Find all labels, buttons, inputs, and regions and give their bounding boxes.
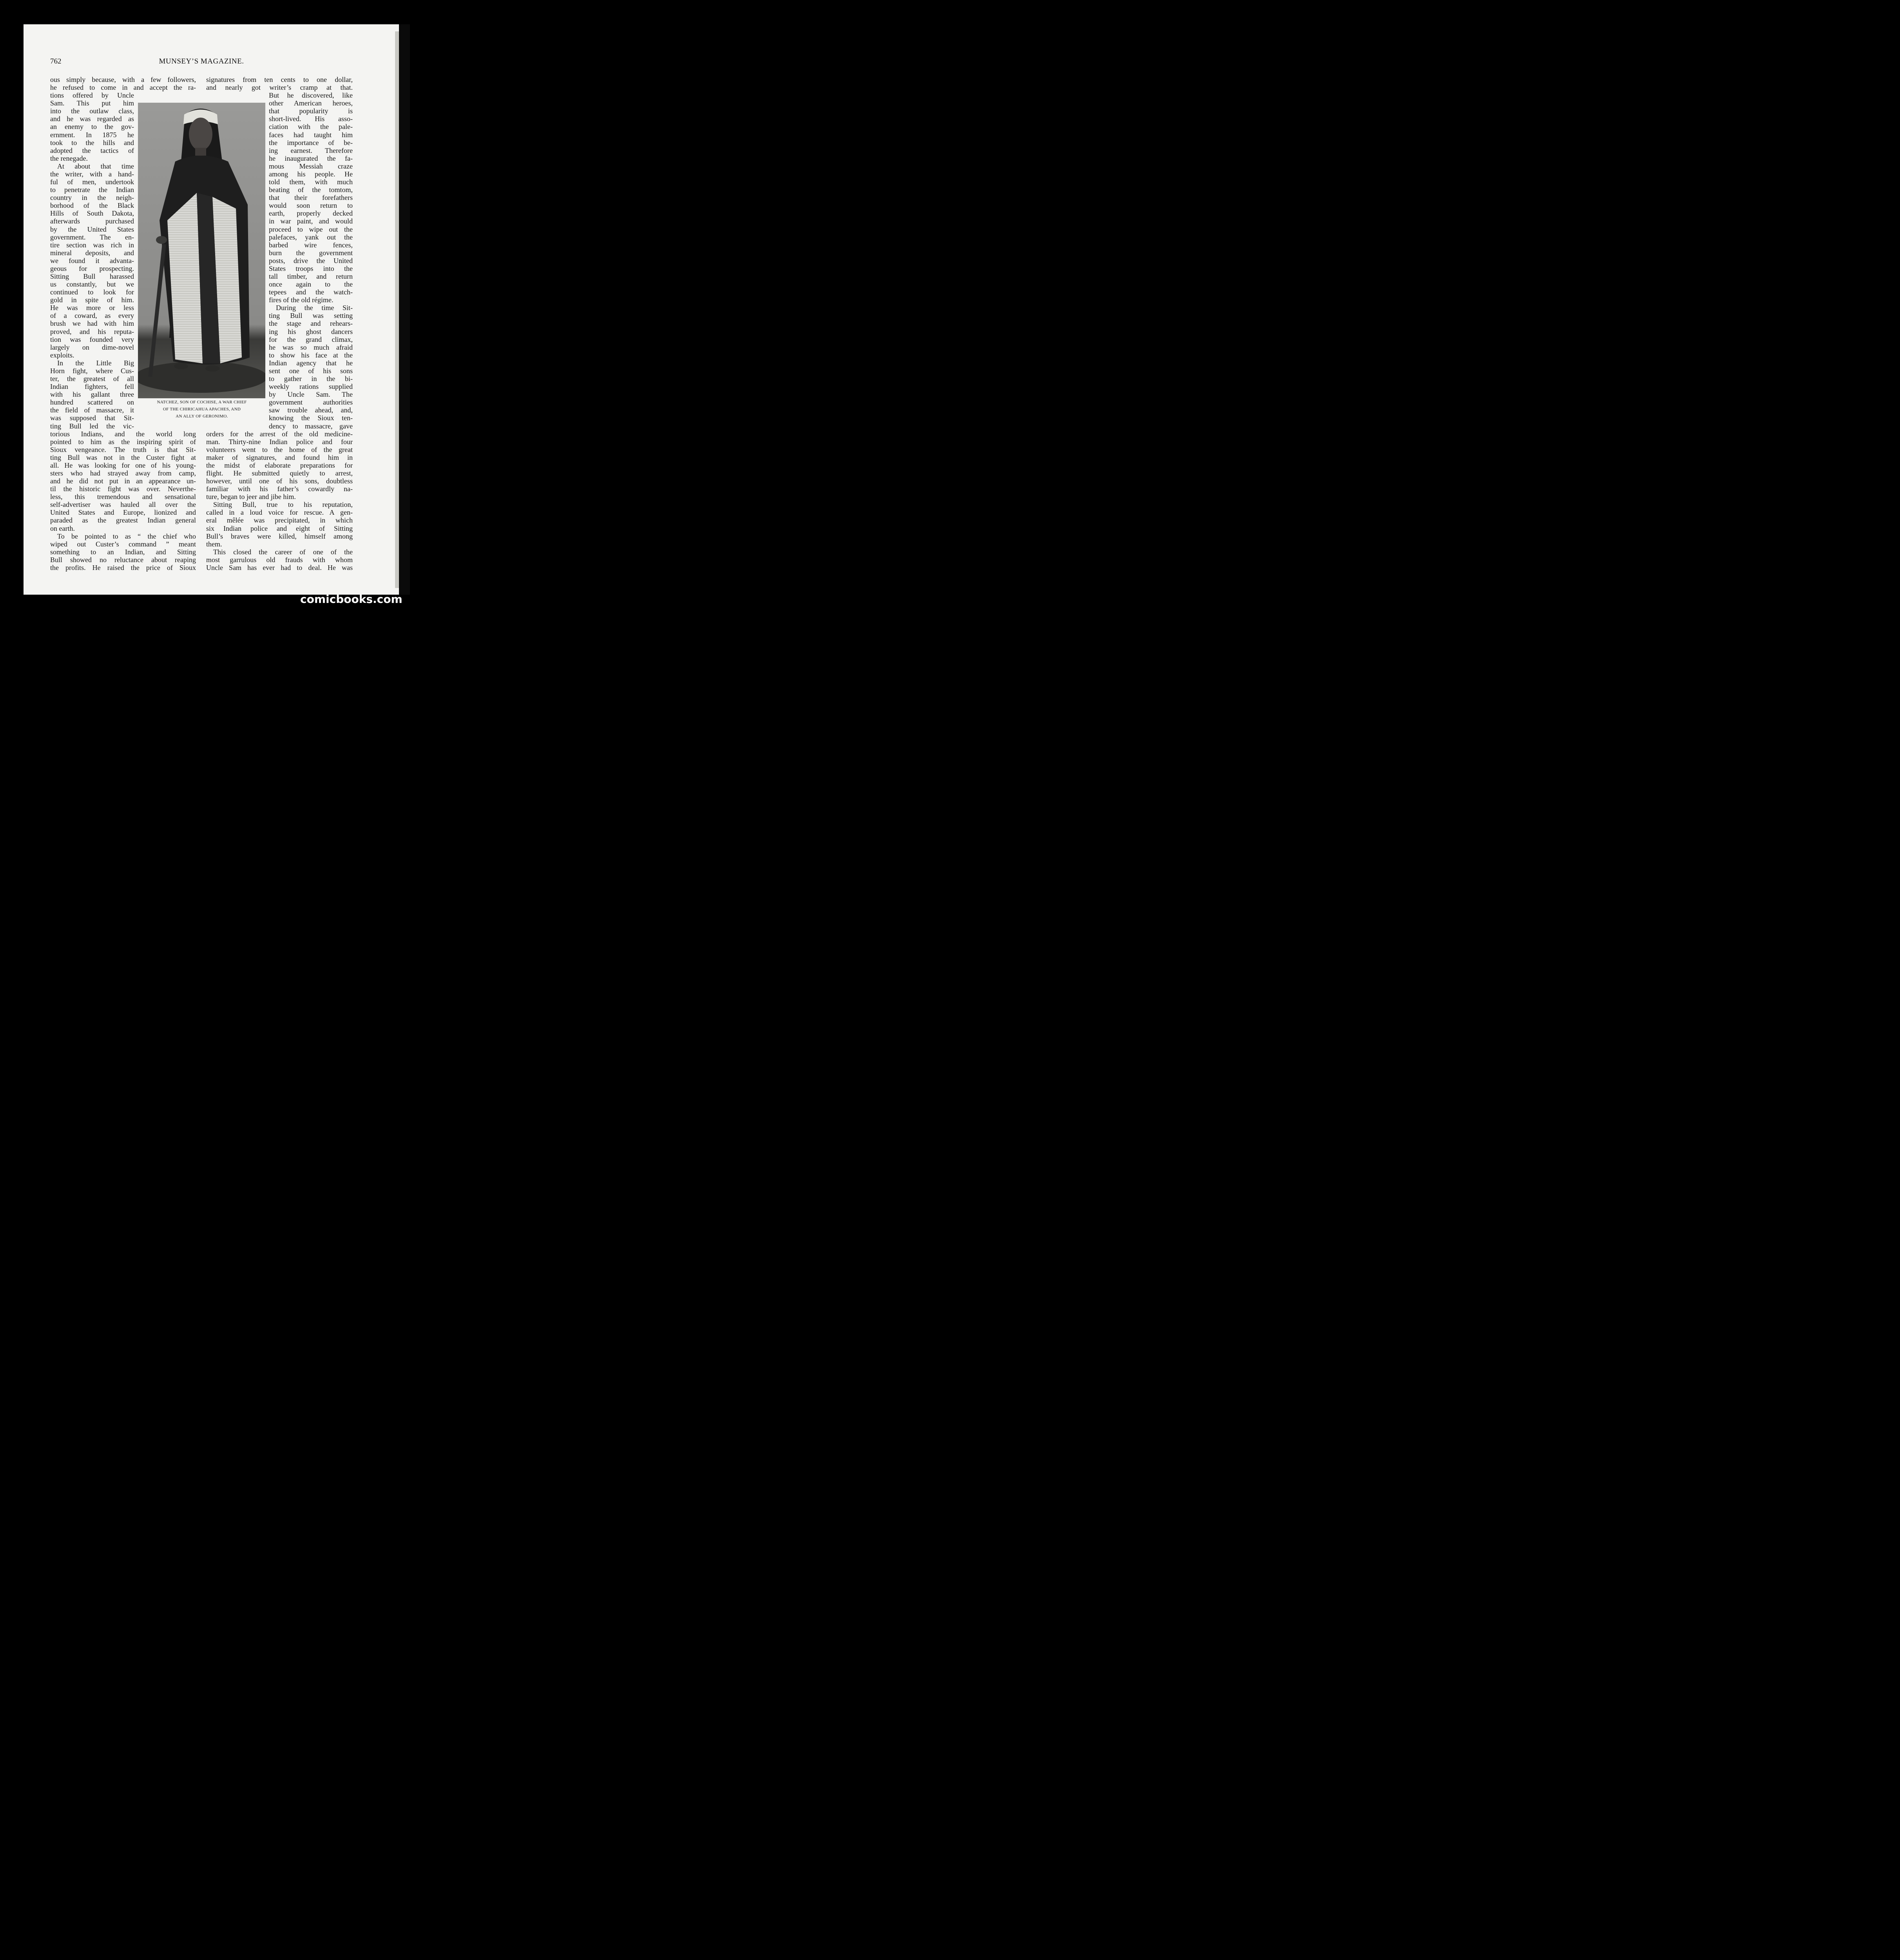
text-line: flight. He submitted quietly to arrest,	[206, 469, 353, 477]
text-line: country in the neigh-	[50, 194, 134, 202]
text-line: This closed the career of one of the	[213, 548, 353, 556]
text-line: torious Indians, and the world long	[50, 430, 196, 438]
text-line: saw trouble ahead, and,	[269, 406, 353, 414]
text-line: United States and Europe, lionized and	[50, 508, 196, 517]
text-line: the profits. He raised the price of Sioux	[50, 563, 196, 572]
text-line: man. Thirty-nine Indian police and four	[206, 437, 353, 446]
text-line: self-advertiser was hauled all over the	[50, 501, 196, 509]
photo-caption-line: AN ALLY OF GERONIMO.	[176, 414, 228, 419]
text-line: we found it advanta-	[50, 256, 134, 265]
text-line: ture, began to jeer and jibe him.	[206, 493, 296, 501]
text-line: barbed wire fences,	[269, 241, 353, 249]
text-line: mineral deposits, and	[50, 249, 134, 257]
text-line: mous Messiah craze	[269, 162, 353, 170]
text-line: the renegade.	[50, 154, 88, 162]
text-line: government authorities	[269, 398, 353, 407]
text-line: earth, properly decked	[269, 209, 353, 218]
text-line: ciation with the pale-	[269, 123, 353, 131]
text-line: In the Little Big	[57, 359, 134, 367]
text-line: fires of the old régime.	[269, 296, 334, 304]
text-line: Sitting Bull, true to his reputation,	[213, 501, 353, 509]
text-line: Uncle Sam has ever had to deal. He was	[206, 563, 353, 572]
text-line: tepees and the watch-	[269, 288, 353, 296]
text-line: beating of the tomtom,	[269, 186, 353, 194]
text-line: ting Bull led the vic-	[50, 422, 134, 430]
text-line: burn the government	[269, 249, 353, 257]
text-line: less, this tremendous and sensational	[50, 493, 196, 501]
text-line: hundred scattered on	[50, 398, 134, 407]
text-line: that their forefathers	[269, 194, 353, 202]
text-line: something to an Indian, and Sitting	[50, 548, 196, 556]
text-line: other American heroes,	[269, 99, 353, 107]
text-line: faces had taught him	[269, 131, 353, 139]
text-line: and nearly got writer’s cramp at that.	[206, 83, 353, 92]
text-line: for the grand climax,	[269, 335, 353, 343]
text-line: Horn fight, where Cus-	[50, 367, 134, 375]
text-line: short-lived. His asso-	[269, 115, 353, 123]
text-line: geous for prospecting.	[50, 264, 134, 272]
text-line: At about that time	[57, 162, 134, 170]
text-line: volunteers went to the home of the great	[206, 445, 353, 454]
text-line: ernment. In 1875 he	[50, 131, 134, 139]
text-line: During the time Sit-	[276, 304, 353, 312]
text-line: on earth.	[50, 524, 75, 532]
portrait-figure	[138, 103, 265, 398]
text-line: ous simply because, with a few followers,	[50, 76, 196, 83]
text-line: adopted the tactics of	[50, 146, 134, 154]
text-line: once again to the	[269, 280, 353, 289]
text-line: tions offered by Uncle	[50, 91, 134, 100]
page-number: 762	[50, 57, 62, 65]
text-line: paraded as the greatest Indian general	[50, 516, 196, 524]
text-line: continued to look for	[50, 288, 134, 296]
text-line: posts, drive the United	[269, 256, 353, 265]
text-line: proceed to wipe out the	[269, 225, 353, 233]
text-line: the field of massacre, it	[50, 406, 134, 414]
text-line: ting Bull was setting	[269, 312, 353, 320]
text-line: to show his face at the	[269, 351, 353, 359]
text-line: tion was founded very	[50, 335, 134, 343]
text-line: exploits.	[50, 351, 74, 359]
text-line: Indian agency that he	[269, 359, 353, 367]
text-line: knowing the Sioux ten-	[269, 414, 353, 422]
text-line: Bull’s braves were killed, himself among	[206, 532, 353, 540]
text-line: the importance of be-	[269, 138, 353, 147]
text-line: told them, with much	[269, 178, 353, 186]
text-line: palefaces, yank out the	[269, 233, 353, 241]
text-line: He was more or less	[50, 304, 134, 312]
text-line: eral mêlée was precipitated, in which	[206, 516, 353, 524]
text-line: weekly rations supplied	[269, 383, 353, 391]
text-line: maker of signatures, and found him in	[206, 453, 353, 461]
text-line: borhood of the Black	[50, 201, 134, 210]
text-line: among his people. He	[269, 170, 353, 178]
text-line: States troops into the	[269, 264, 353, 272]
text-line: ting Bull was not in the Custer fight at	[50, 453, 196, 461]
text-line: pointed to him as the inspiring spirit of	[50, 437, 196, 446]
text-line: Sitting Bull harassed	[50, 272, 134, 280]
page-header	[50, 57, 353, 67]
text-line: largely on dime-novel	[50, 343, 134, 351]
text-line: Sioux vengeance. The truth is that Sit-	[50, 445, 196, 454]
text-line: took to the hills and	[50, 138, 134, 147]
text-line: sent one of his sons	[269, 367, 353, 375]
text-line: afterwards purchased	[50, 217, 134, 225]
portrait-photo	[138, 103, 265, 398]
text-line: and he was regarded as	[50, 115, 134, 123]
text-line: called in a loud voice for rescue. A gen-	[206, 508, 353, 517]
text-line: would soon return to	[269, 201, 353, 210]
text-line: dency to massacre, gave	[269, 422, 353, 430]
photo-caption-line: OF THE CHIRICAHUA APACHES, AND	[163, 407, 241, 412]
text-line: brush we had with him	[50, 319, 134, 328]
text-line: by Uncle Sam. The	[269, 390, 353, 399]
text-line: ing earnest. Therefore	[269, 146, 353, 154]
text-line: To be pointed to as “ the chief who	[57, 532, 196, 540]
text-line: us constantly, but we	[50, 280, 134, 289]
text-line: six Indian police and eight of Sitting	[206, 524, 353, 532]
text-line: he refused to come in and accept the ra-	[50, 83, 196, 92]
text-line: ful of men, undertook	[50, 178, 134, 186]
text-line: to penetrate the Indian	[50, 186, 134, 194]
text-line: Bull showed no reluctance about reaping	[50, 555, 196, 564]
text-line: til the historic fight was over. Neverthe-	[50, 485, 196, 493]
text-line: and he did not put in an appearance un-	[50, 477, 196, 485]
text-line: the midst of elaborate preparations for	[206, 461, 353, 469]
text-line: Indian fighters, fell	[50, 383, 134, 391]
text-line: orders for the arrest of the old medicine-	[206, 430, 353, 438]
text-line: the writer, with a hand-	[50, 170, 134, 178]
text-line: with his gallant three	[50, 390, 134, 399]
text-line: he inaugurated the fa-	[269, 154, 353, 162]
text-line: ter, the greatest of all	[50, 375, 134, 383]
text-line: an enemy to the gov-	[50, 123, 134, 131]
text-line: signatures from ten cents to one dollar,	[206, 76, 353, 83]
text-line: tire section was rich in	[50, 241, 134, 249]
text-line: all. He was looking for one of his young-	[50, 461, 196, 469]
text-line: wiped out Custer’s command ” meant	[50, 540, 196, 548]
text-line: sters who had strayed away from camp,	[50, 469, 196, 477]
text-line: however, until one of his sons, doubtless	[206, 477, 353, 485]
watermark: comicbooks.com	[300, 593, 402, 606]
text-line: Hills of South Dakota,	[50, 209, 134, 218]
text-line: gold in spite of him.	[50, 296, 134, 304]
photo-caption-line: NATCHEZ, SON OF COCHISE, A WAR CHIEF	[157, 400, 247, 405]
text-line: he was so much afraid	[269, 343, 353, 351]
text-line: was supposed that Sit-	[50, 414, 134, 422]
text-line: by the United States	[50, 225, 134, 233]
text-line: in war paint, and would	[269, 217, 353, 225]
text-line: familiar with his father’s cowardly na-	[206, 485, 353, 493]
binding-gutter	[399, 24, 410, 595]
text-line: ing his ghost dancers	[269, 327, 353, 336]
magazine-title: MUNSEY’S MAGAZINE.	[159, 57, 244, 65]
text-line: into the outlaw class,	[50, 107, 134, 115]
text-line: to gather in the bi-	[269, 375, 353, 383]
text-line: tall timber, and return	[269, 272, 353, 280]
text-line: government. The en-	[50, 233, 134, 241]
text-line: most garrulous old frauds with whom	[206, 555, 353, 564]
text-line: of a coward, as every	[50, 312, 134, 320]
text-line: proved, and his reputa-	[50, 327, 134, 336]
text-line: Sam. This put him	[50, 99, 134, 107]
text-line: the stage and rehears-	[269, 319, 353, 328]
text-line: them.	[206, 540, 222, 548]
text-line: that popularity is	[269, 107, 353, 115]
text-line: But he discovered, like	[269, 91, 353, 100]
